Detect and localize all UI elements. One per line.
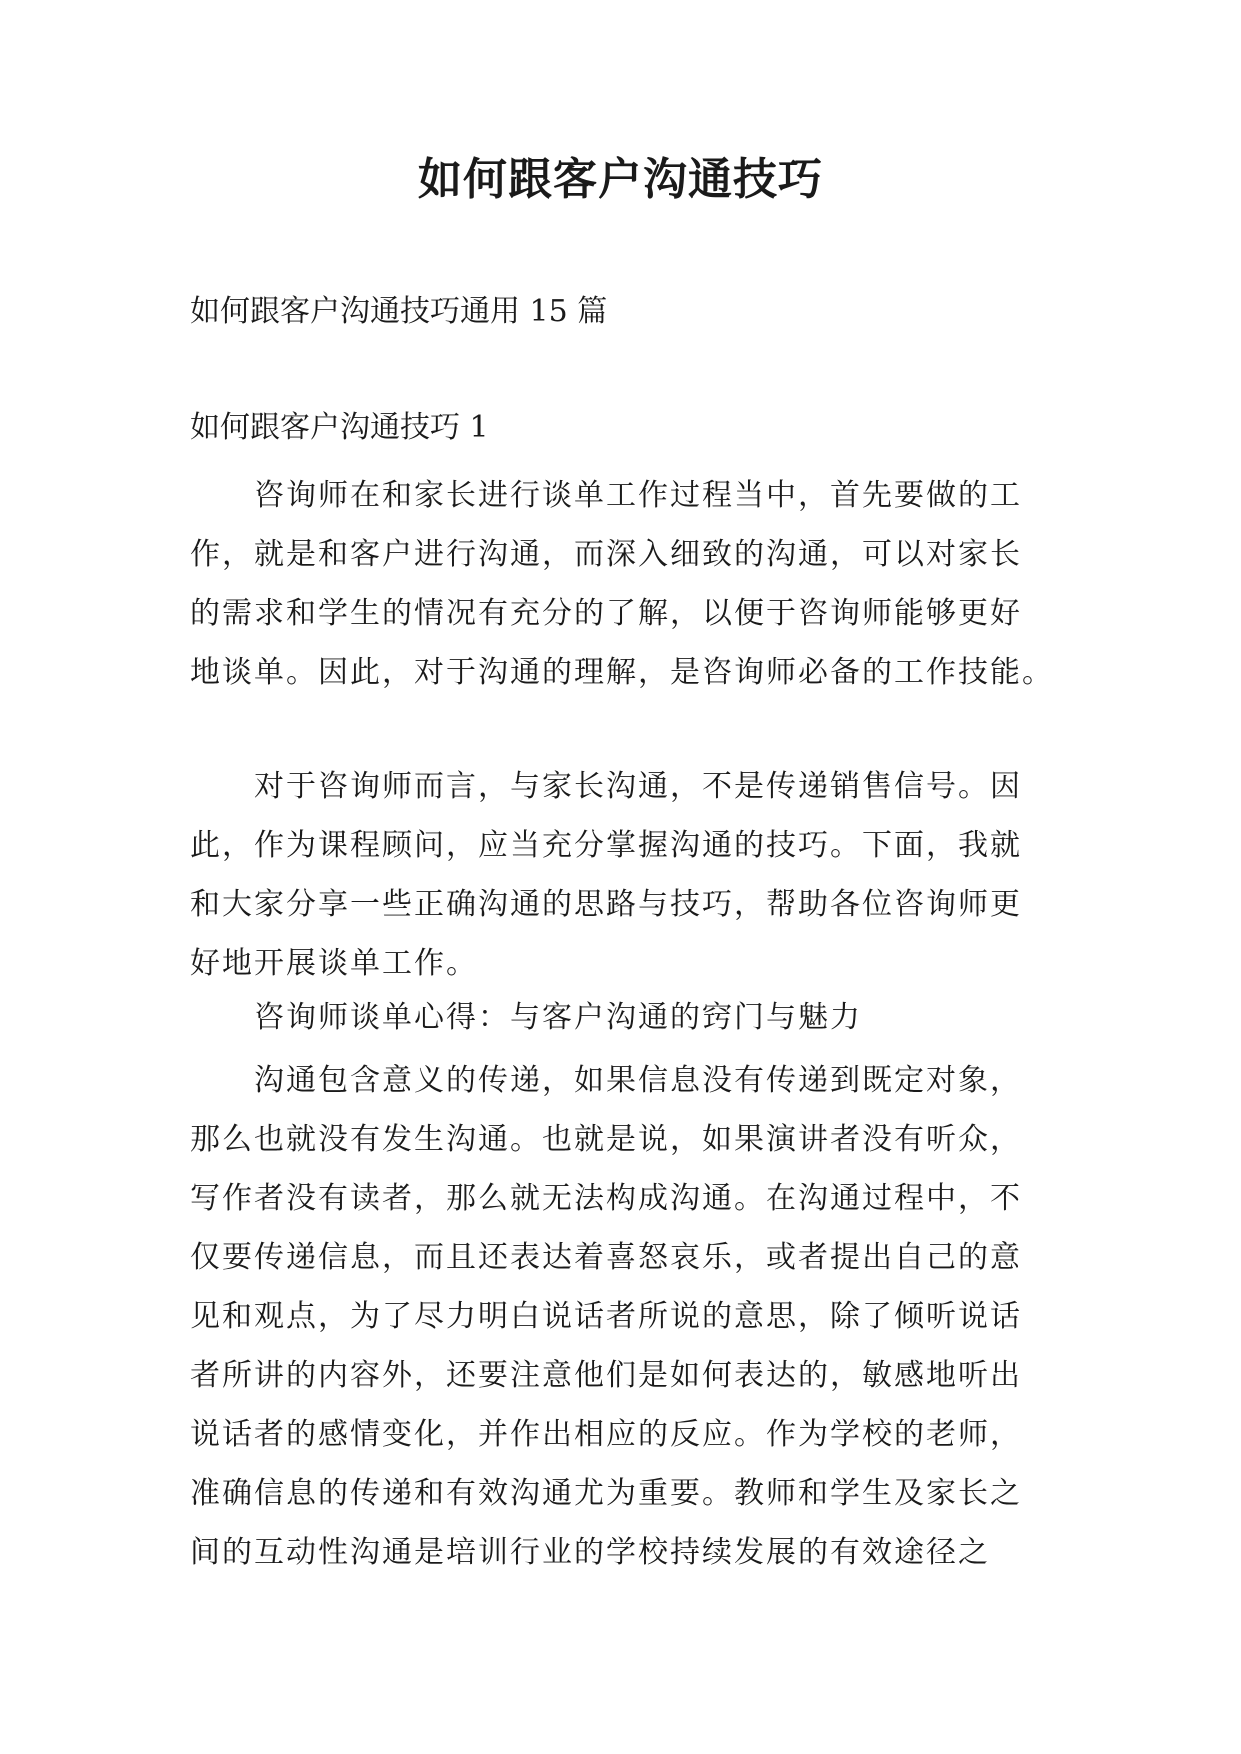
paragraph-line: 仅要传递信息，而且还表达着喜怒哀乐，或者提出自己的意 (190, 1240, 1022, 1275)
paragraph-line: 的需求和学生的情况有充分的了解，以便于咨询师能够更好 (190, 596, 1022, 631)
paragraph-line: 好地开展谈单工作。 (190, 946, 478, 981)
paragraph-line: 地谈单。因此，对于沟通的理解，是咨询师必备的工作技能。 (190, 655, 1054, 690)
document-subtitle: 如何跟客户沟通技巧通用 15 篇 (190, 294, 608, 329)
paragraph-line: 咨询师谈单心得：与客户沟通的窍门与魅力 (190, 1000, 862, 1035)
document-title: 如何跟客户沟通技巧 (418, 154, 823, 205)
paragraph-1 (190, 466, 1054, 702)
paragraph-3 (190, 988, 1050, 1047)
paragraph-line: 和大家分享一些正确沟通的思路与技巧，帮助各位咨询师更 (190, 887, 1022, 922)
paragraph-line: 说话者的感情变化，并作出相应的反应。作为学校的老师， (190, 1417, 1022, 1452)
paragraph-line: 那么也就没有发生沟通。也就是说，如果演讲者没有听众， (190, 1122, 1022, 1157)
section-heading: 如何跟客户沟通技巧 1 (190, 410, 489, 445)
paragraph-line: 见和观点，为了尽力明白说话者所说的意思，除了倾听说话 (190, 1299, 1022, 1334)
paragraph-line: 对于咨询师而言，与家长沟通，不是传递销售信号。因 (190, 769, 1022, 804)
paragraph-line: 此，作为课程顾问，应当充分掌握沟通的技巧。下面，我就 (190, 828, 1022, 863)
paragraph-line: 者所讲的内容外，还要注意他们是如何表达的，敏感地听出 (190, 1358, 1022, 1393)
paragraph-4 (190, 1051, 1050, 1582)
paragraph-line: 咨询师在和家长进行谈单工作过程当中，首先要做的工 (190, 478, 1022, 513)
paragraph-line: 沟通包含意义的传递，如果信息没有传递到既定对象， (190, 1063, 1022, 1098)
paragraph-line: 写作者没有读者，那么就无法构成沟通。在沟通过程中，不 (190, 1181, 1022, 1216)
paragraph-line: 准确信息的传递和有效沟通尤为重要。教师和学生及家长之 (190, 1476, 1022, 1511)
paragraph-2 (190, 757, 1050, 993)
paragraph-line: 间的互动性沟通是培训行业的学校持续发展的有效途径之 (190, 1535, 990, 1570)
paragraph-line: 作，就是和客户进行沟通，而深入细致的沟通，可以对家长 (190, 537, 1022, 572)
